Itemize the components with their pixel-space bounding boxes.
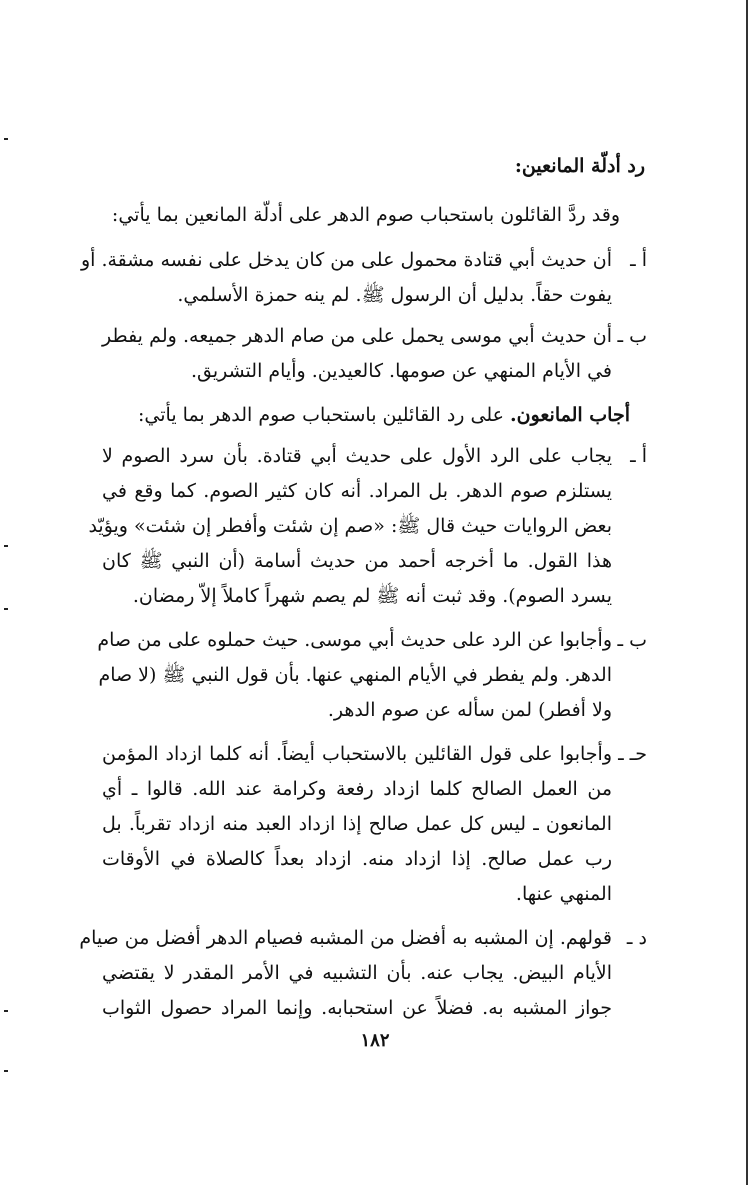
list-marker: ب ـ	[617, 325, 647, 347]
scan-edge-mark	[4, 1010, 8, 1012]
list-item-line: الدهر. ولم يفطر في الأيام المنهي عنها. بأن قول النبي ﷺ (لا صام	[98, 664, 612, 686]
answer-heading-rest: على رد القائلين باستحباب صوم الدهر بما يأتي:	[138, 404, 510, 426]
list-marker: حـ ـ	[618, 743, 647, 765]
list-item-line: رب عمل صالح. إذا ازداد منه. ازداد بعداً كالصلاة في الأوقات	[102, 848, 612, 870]
list-item-line: قولهم. إن المشبه به أفضل من المشبه فصيام الدهر أفضل من صيام	[79, 927, 612, 949]
list-marker: د ـ	[626, 927, 647, 949]
list-item-line: جواز المشبه به. فضلاً عن استحبابه. وإنما المراد حصول الثواب	[102, 997, 612, 1019]
scan-edge-mark	[4, 545, 8, 547]
list-item-line: الأيام البيض. يجاب عنه. بأن التشبيه في الأمر المقدر لا يقتضي	[102, 962, 612, 984]
list-marker: أ ـ	[630, 445, 647, 467]
list-marker: أ ـ	[630, 249, 647, 271]
list-item-line: يسرد الصوم). وقد ثبت أنه ﷺ لم يصم شهراً كاملاً إلاّ رمضان.	[132, 585, 612, 607]
list-item-line: المانعون ـ ليس كل عمل صالح إذا ازداد العبد منه ازداد تقرباً. بل	[102, 813, 612, 835]
list-item-line: وأجابوا عن الرد على حديث أبي موسى. حيث حملوه على من صام	[97, 629, 612, 651]
list-item-line: ولا أفطر) لمن سأله عن صوم الدهر.	[327, 699, 612, 721]
list-item-line: أن حديث أبي قتادة محمول على من كان يدخل على نفسه مشقة. أو	[80, 249, 612, 271]
scan-edge-mark	[4, 608, 8, 610]
list-item-line: من العمل الصالح كلما ازداد رفعة وكرامة عند الله. قالوا ـ أي	[102, 778, 612, 800]
intro-paragraph: وقد ردَّ القائلون باستحباب صوم الدهر على أدلّة المانعين بما يأتي:	[111, 204, 620, 226]
scan-edge-mark	[4, 1070, 8, 1072]
list-item-line: المنهي عنها.	[515, 883, 612, 905]
list-item-line: يستلزم صوم الدهر. بل المراد. أنه كان كثير الصوم. كما وقع في	[102, 480, 612, 502]
list-item-line: بعض الروايات حيث قال ﷺ: «صم إن شئت وأفطر إن شئت» ويؤيّد	[88, 515, 612, 537]
list-item-line: وأجابوا على قول القائلين بالاستحباب أيضاً. أنه كلما ازداد المؤمن	[102, 743, 612, 765]
page-number: ١٨٢	[360, 1030, 390, 1051]
list-item-line: هذا القول. ما أخرجه أحمد من حديث أسامة (أن النبي ﷺ كان	[102, 550, 612, 572]
list-marker: ب ـ	[617, 629, 647, 651]
scan-edge-bar	[746, 0, 748, 1185]
list-item-line: أن حديث أبي موسى يحمل على من صام الدهر جميعه. ولم يفطر	[102, 325, 612, 347]
scan-edge-mark	[4, 138, 8, 140]
section-heading: رد أدلّة المانعين:	[514, 155, 645, 177]
list-item-line: في الأيام المنهي عن صومها. كالعيدين. وأيام التشريق.	[190, 360, 612, 382]
answer-heading	[138, 403, 630, 427]
list-item-line: يفوت حقاً. بدليل أن الرسول ﷺ. لم ينه حمزة الأسلمي.	[177, 284, 612, 306]
answer-heading-bold: أجاب المانعون.	[510, 404, 630, 426]
list-item-line: يجاب على الرد الأول على حديث أبي قتادة. بأن سرد الصوم لا	[102, 445, 612, 467]
